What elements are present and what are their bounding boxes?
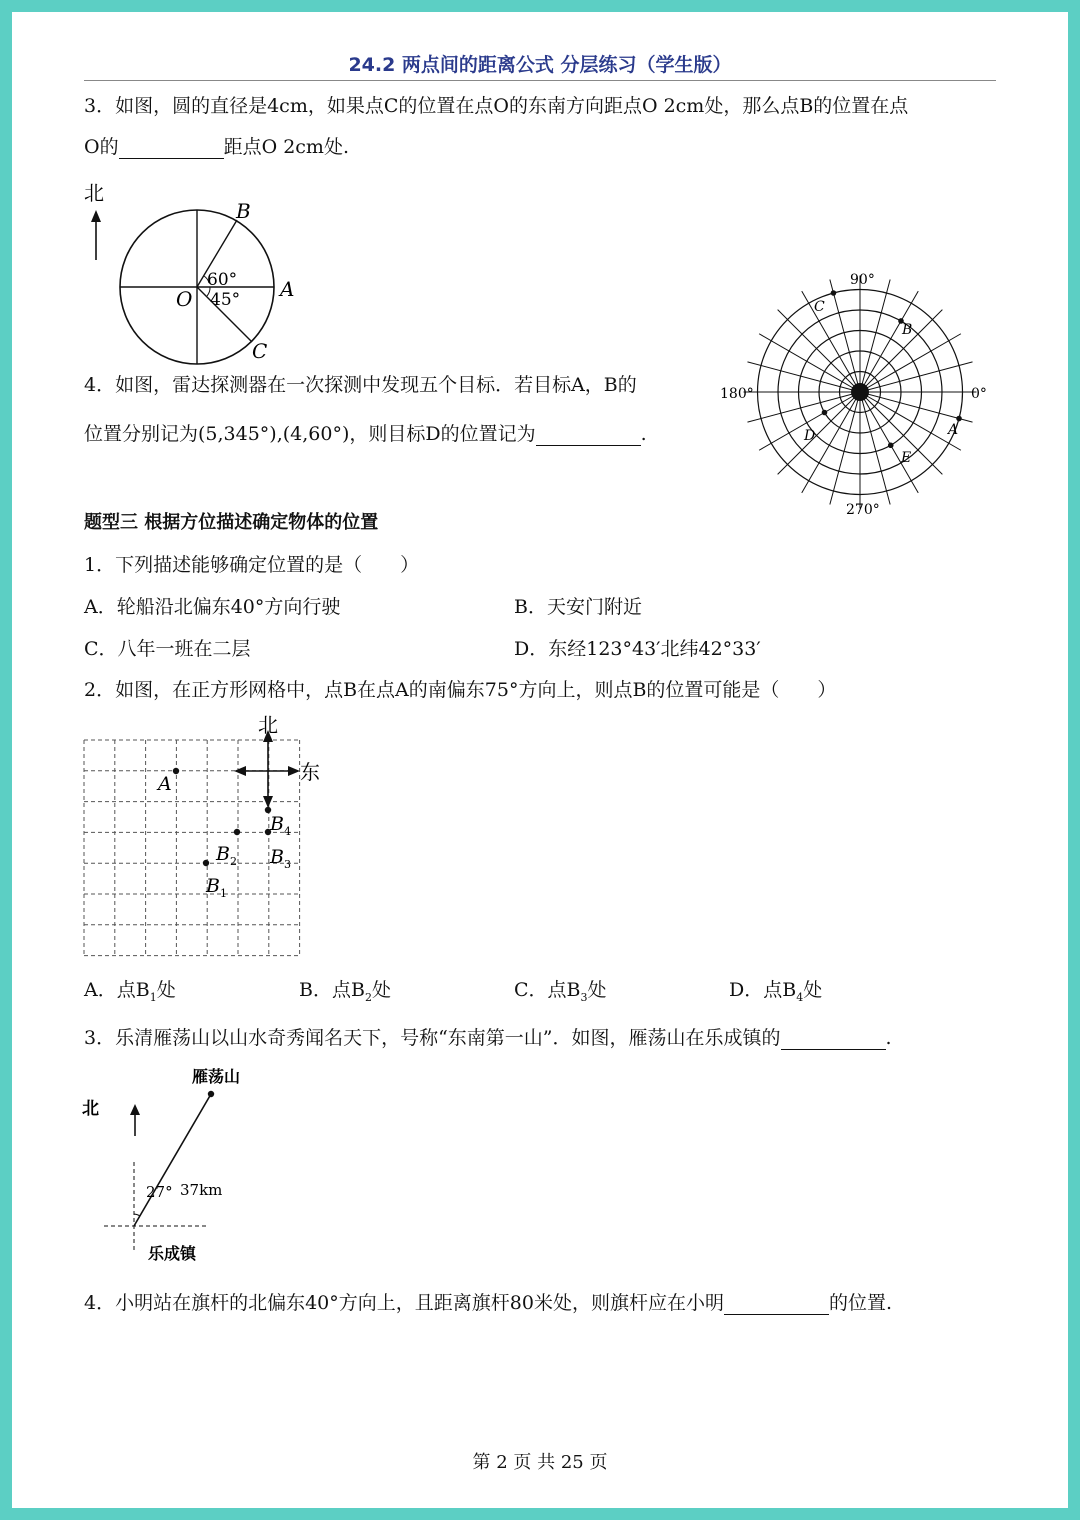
label-270: 270° [846, 502, 880, 518]
q3a-line2-pre: O的 [84, 136, 119, 158]
target-e-label: E [901, 450, 912, 466]
target-a [956, 416, 962, 422]
mountain-point [208, 1091, 214, 1097]
q2-stem: 2．如图，在正方形网格中，点B在点A的南偏东75°方向上，则点B的位置可能是（ ） [84, 679, 837, 701]
angle-45-label: 45° [210, 290, 241, 310]
page-header: 24.2 两点间的距离公式 分层练习（学生版） [348, 54, 732, 76]
q2-option-d[interactable]: D．点$B_4$处 [729, 979, 823, 1004]
label-90: 90° [850, 272, 875, 288]
target-a-label: A [948, 422, 959, 438]
grid-north-label: 北 [258, 713, 278, 737]
point-c-label: C [252, 339, 268, 363]
b1-label: $B_1$ [206, 875, 227, 900]
point-b-label: B [236, 199, 251, 223]
q4a-answer-blank[interactable] [536, 426, 641, 446]
mountain-label: 雁荡山 [192, 1067, 241, 1086]
q3b-answer-blank[interactable] [781, 1030, 886, 1050]
target-d [822, 410, 828, 416]
q2-option-a[interactable]: A．点$B_1$处 [84, 979, 176, 1004]
point-a [173, 768, 179, 774]
map-figure [78, 1062, 278, 1262]
map-north-arrowhead [130, 1104, 140, 1115]
b3-label: $B_3$ [270, 846, 291, 871]
point-o-label: O [176, 287, 193, 311]
point-a-label: A [158, 773, 172, 795]
q1-option-c[interactable]: C．八年一班在二层 [84, 638, 251, 660]
label-0: 0° [971, 386, 987, 402]
page-footer: 第 2 页 共 25 页 [472, 1452, 608, 1473]
angle-60-label: 60° [207, 270, 238, 290]
radar-spoke [778, 310, 860, 392]
document-page [12, 12, 1068, 1508]
radar-spoke [860, 392, 961, 450]
compass-south-arrow [263, 796, 273, 808]
q4b-pre: 4．小明站在旗杆的北偏东40°方向上，且距离旗杆80米处，则旗杆应在小明 [84, 1292, 724, 1314]
label-180: 180° [720, 386, 754, 402]
section-title: 题型三 根据方位描述确定物体的位置 [84, 512, 379, 533]
map-north-label: 北 [82, 1099, 99, 1119]
q4b-answer-blank[interactable] [724, 1295, 829, 1315]
north-label: 北 [84, 181, 104, 205]
q4b-stem [84, 1291, 892, 1315]
target-e [888, 442, 894, 448]
q3b-stem-text: 3．乐清雁荡山以山水奇秀闻名天下，号称“东南第一山”．如图，雁荡山在乐成镇的 [84, 1027, 781, 1049]
compass-east-arrow [288, 766, 300, 776]
circle-figure [82, 172, 322, 372]
radar-figure [712, 256, 1012, 520]
grid-east-label: 东 [300, 760, 320, 784]
q3a-line1: 3．如图，圆的直径是4cm，如果点C的位置在点O的东南方向距点O 2cm处，那么点B的位置在点 [84, 95, 909, 117]
q2-option-b[interactable]: B．点$B_2$处 [299, 979, 391, 1004]
compass-west-arrow [234, 766, 246, 776]
map-bearing-line [134, 1094, 211, 1226]
point-b1 [203, 860, 209, 866]
q4a-line2 [84, 422, 647, 446]
b4-label: $B_4$ [270, 813, 291, 838]
b2-label: $B_2$ [216, 843, 237, 868]
map-angle-arc [134, 1214, 140, 1216]
distance-label: 37km [180, 1181, 223, 1199]
radar-center [851, 383, 869, 401]
q1-option-b[interactable]: B．天安门附近 [514, 596, 642, 618]
north-arrowhead [91, 210, 101, 222]
q4a-line1: 4．如图，雷达探测器在一次探测中发现五个目标．若目标A，B的 [84, 374, 637, 396]
radar-spoke [778, 392, 860, 474]
q1-stem: 1．下列描述能够确定位置的是（ ） [84, 554, 420, 576]
q2-option-c[interactable]: C．点$B_3$处 [514, 979, 607, 1004]
point-b2 [234, 829, 240, 835]
point-a-label: A [280, 277, 295, 301]
q4a-line2-pre: 位置分别记为(5,345°),(4,60°)，则目标D的位置记为 [84, 423, 536, 445]
target-c [831, 290, 837, 296]
q4b-post: 的位置. [828, 1292, 892, 1314]
q3b-stem [84, 1026, 892, 1050]
radar-spoke [860, 392, 918, 493]
target-d-label: D [804, 428, 816, 444]
q3a-line2-post: 距点O 2cm处. [223, 136, 349, 158]
target-c-label: C [814, 299, 825, 315]
q4a-line2-post: . [640, 423, 647, 445]
q3a-line2 [84, 135, 349, 159]
radar-spoke [860, 334, 961, 392]
q1-option-a[interactable]: A．轮船沿北偏东40°方向行驶 [84, 596, 341, 618]
town-label: 乐成镇 [148, 1244, 197, 1262]
q1-option-d[interactable]: D．东经123°43′北纬42°33′ [514, 638, 761, 660]
grid-figure [82, 712, 342, 962]
q3a-answer-blank[interactable] [119, 139, 224, 159]
radar-spoke [802, 291, 860, 392]
header-divider [84, 80, 996, 81]
q3b-end: . [885, 1027, 892, 1049]
radar-spoke [759, 334, 860, 392]
radar-spoke [860, 291, 918, 392]
target-b-label: B [902, 322, 913, 338]
angle-label: 27° [146, 1183, 173, 1201]
